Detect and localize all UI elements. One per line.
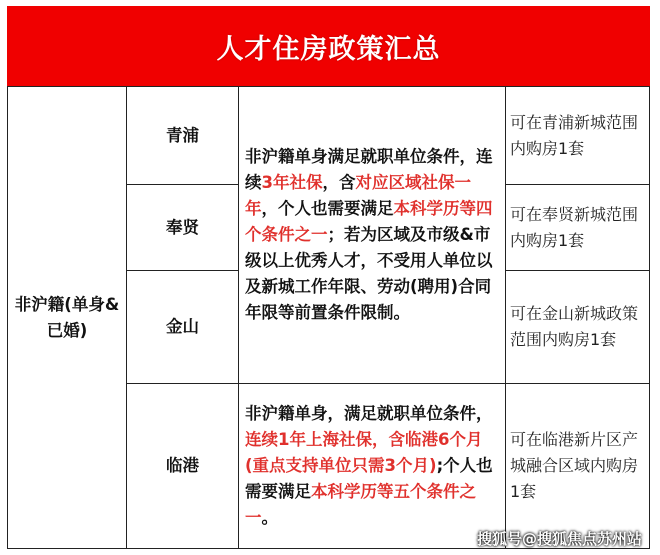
highlight: 本科学历等四个条件之一: [245, 199, 493, 244]
district-label: 临港: [166, 456, 199, 475]
result-cell: [505, 184, 650, 271]
district-label: 奉贤: [166, 217, 199, 237]
condition-text: [239, 401, 505, 531]
result-cell: [505, 270, 650, 384]
category-label: 非沪籍(单身&已婚): [14, 294, 120, 340]
category-cell: [7, 86, 127, 549]
page-title: 人才住房政策汇总: [7, 6, 650, 86]
watermark: 搜狐号@搜狐焦点苏州站: [476, 530, 642, 548]
district-cell: [126, 86, 239, 185]
district-cell: [126, 270, 239, 384]
highlight: 对应区域社保一年: [245, 173, 471, 218]
text: 非沪籍单身满足就职单位条件，连续: [245, 147, 493, 192]
condition-cell: [238, 383, 506, 549]
highlight: 3年社保: [261, 173, 323, 192]
text: ;个人也需要满足: [245, 456, 493, 501]
result-cell: [505, 383, 650, 549]
district-cell: [126, 184, 239, 271]
result-text: 可在奉贤新城范围内购房1套: [510, 204, 639, 250]
district-label: 金山: [166, 317, 199, 336]
text: ，个人也需要满足: [261, 199, 394, 218]
result-text: 可在青浦新城范围内购房1套: [510, 112, 639, 158]
condition-text: [239, 144, 505, 326]
text: 。: [261, 508, 278, 527]
condition-cell: [238, 86, 506, 384]
text: ；若为区域及市级&市级以上优秀人才，不受用人单位以及新城工作年限、劳动(聘用)合同年限等前置条件限制。: [245, 225, 493, 322]
text: 非沪籍单身，满足就职单位条件，: [245, 404, 493, 423]
highlight: 连续1年上海社保，含临港6个月(重点支持单位只需3个月): [245, 430, 483, 475]
text: ，含: [322, 173, 356, 192]
highlight: 本科学历等五个条件之一: [245, 482, 476, 527]
result-text: 可在临港新片区产城融合区域内购房1套: [510, 430, 639, 501]
result-text: 可在金山新城政策范围内购房1套: [510, 304, 639, 349]
district-label: 青浦: [166, 125, 199, 145]
district-cell: [126, 383, 239, 549]
result-cell: [505, 86, 650, 185]
